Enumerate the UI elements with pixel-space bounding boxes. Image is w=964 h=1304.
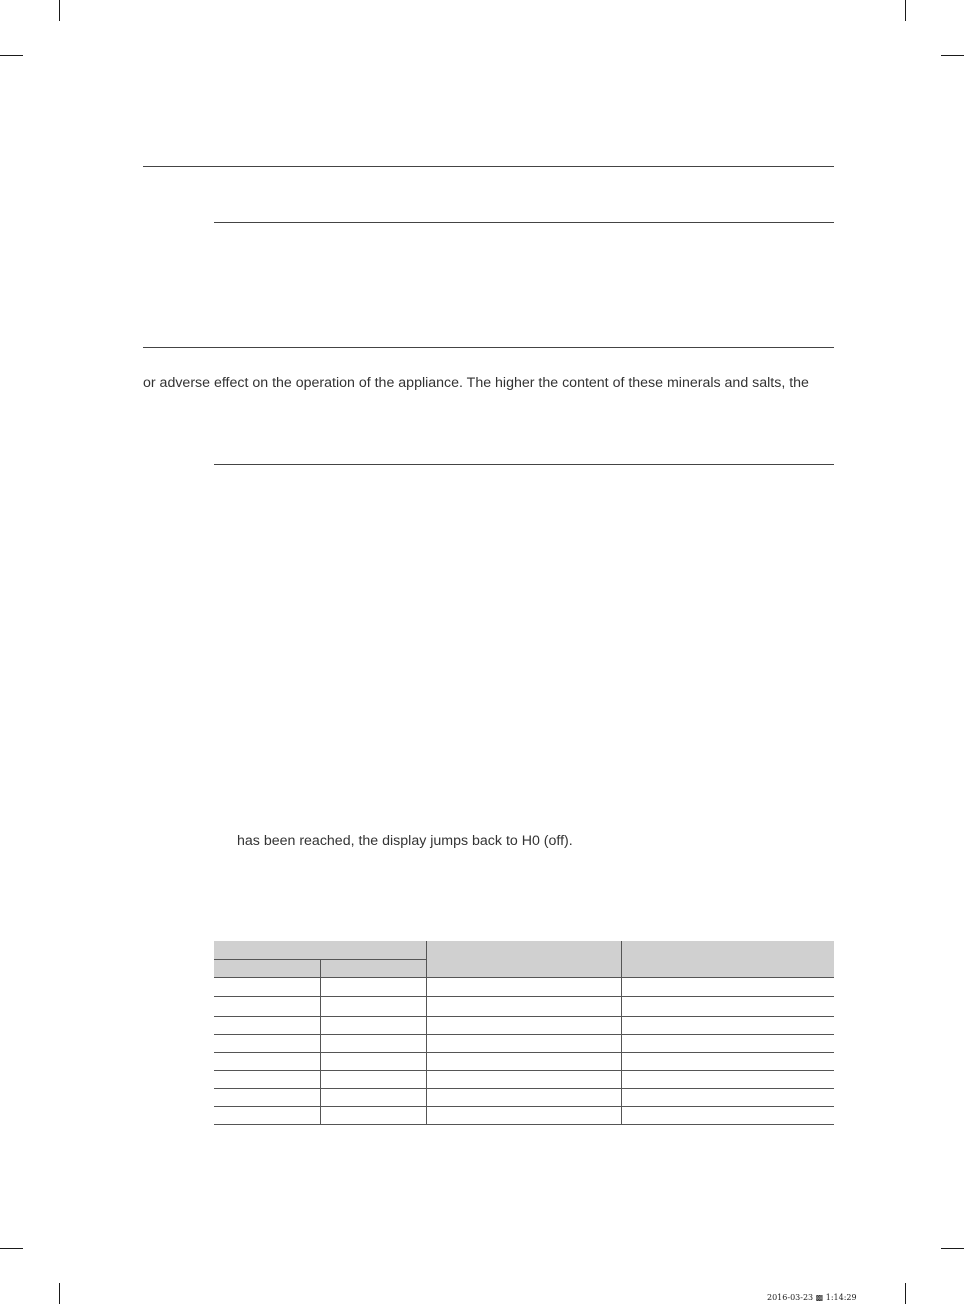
water-hardness-text: or adverse effect on the operation of the appliance. The higher the content of these minerals and salts, the (143, 375, 809, 391)
table-cell (621, 997, 834, 1017)
table-cell (214, 978, 320, 997)
table-cell (426, 1017, 621, 1035)
table-row (214, 997, 834, 1017)
table-cell (214, 1107, 320, 1125)
table-subheader-column-1 (214, 960, 320, 978)
water-hardness-table (214, 941, 834, 1125)
table-cell (320, 1035, 426, 1053)
table-cell (426, 1071, 621, 1089)
table-cell (426, 1053, 621, 1071)
table-cell (621, 1071, 834, 1089)
section-rule-top (143, 166, 834, 167)
crop-mark-bottom-right-horizontal (941, 1248, 964, 1249)
table-cell (621, 1107, 834, 1125)
table-row (214, 1089, 834, 1107)
table-cell (426, 1035, 621, 1053)
table-cell (320, 1107, 426, 1125)
table-row (214, 1053, 834, 1071)
table-cell (621, 1053, 834, 1071)
table-cell (320, 997, 426, 1017)
table-header-column-3 (426, 941, 621, 978)
print-timestamp: 2016-03-23 ▩ 1:14:29 (767, 1293, 857, 1302)
table-cell (621, 1017, 834, 1035)
table-cell (426, 1089, 621, 1107)
subsection-rule-1 (214, 222, 834, 223)
table-cell (214, 1089, 320, 1107)
subsection-rule-2 (214, 464, 834, 465)
table-cell (320, 1053, 426, 1071)
table-cell (320, 1071, 426, 1089)
crop-mark-top-right-horizontal (941, 55, 964, 56)
table-header-column-4 (621, 941, 834, 978)
crop-mark-top-left-vertical (59, 0, 60, 21)
table-row (214, 1071, 834, 1089)
table-cell (426, 978, 621, 997)
table-row (214, 1017, 834, 1035)
table-cell (214, 1035, 320, 1053)
table-cell (320, 1017, 426, 1035)
table-cell (214, 997, 320, 1017)
table-row (214, 1035, 834, 1053)
table-cell (320, 978, 426, 997)
crop-mark-bottom-right-vertical (905, 1283, 906, 1304)
table-cell (426, 997, 621, 1017)
table-header-hardness-group (214, 941, 426, 960)
table-row (214, 1107, 834, 1125)
table-cell (320, 1089, 426, 1107)
table-cell (214, 1017, 320, 1035)
table-cell (214, 1053, 320, 1071)
table-row (214, 978, 834, 997)
crop-mark-bottom-left-horizontal (0, 1248, 23, 1249)
crop-mark-top-left-horizontal (0, 55, 23, 56)
display-reset-text: has been reached, the display jumps back to H0 (off). (237, 833, 573, 849)
crop-mark-top-right-vertical (905, 0, 906, 21)
table-subheader-column-2 (320, 960, 426, 978)
crop-mark-bottom-left-vertical (59, 1283, 60, 1304)
table-cell (214, 1071, 320, 1089)
table-cell (621, 1035, 834, 1053)
section-rule-2 (143, 347, 834, 348)
table-cell (426, 1107, 621, 1125)
table-cell (621, 978, 834, 997)
table-cell (621, 1089, 834, 1107)
